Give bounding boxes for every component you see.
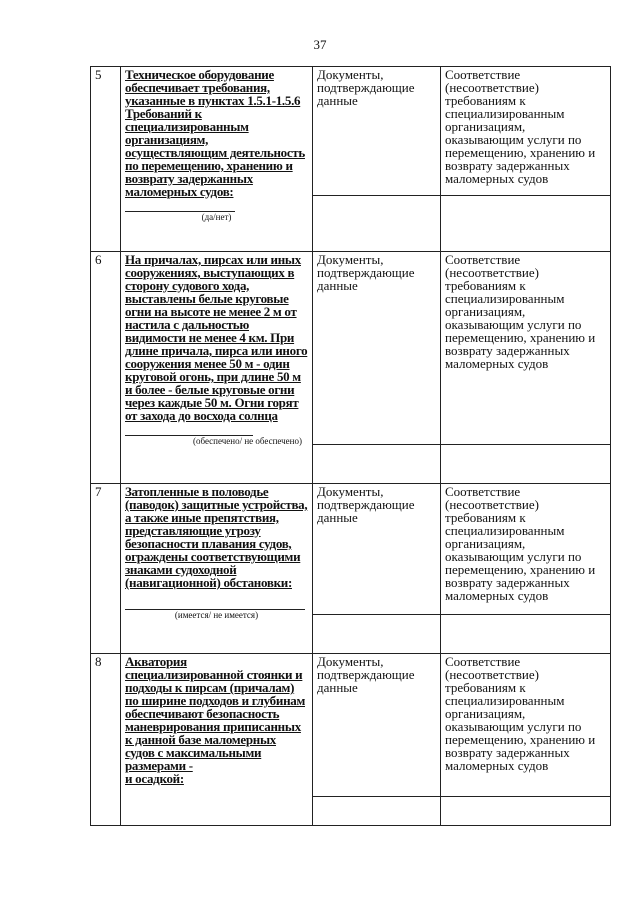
requirement-text: На причалах, пирсах или иных сооружениях, выступающих в сторону судового хода, выставлены белые круговые огни на высоте не менее 2 м от настила с дальностью видимости не менее 4 км. При длине причала, пирса или иного сооружения менее 50 м - один круговой огонь, при длине 50 м и более - белые круговые огни через каждые 50 м. Огни горят от захода до восхода солнца — [125, 252, 308, 423]
criterion-entry-cell[interactable] — [441, 445, 611, 484]
row-number: 5 — [91, 67, 121, 252]
requirement-cell — [121, 484, 313, 654]
criterion-entry-cell[interactable] — [441, 196, 611, 252]
criterion-cell: Соответствие (несоответствие) требованиям к специализированным организациям, оказывающим услуги по перемещению, хранению и возврату задержанных маломерных судов — [441, 484, 611, 615]
criterion-entry-cell[interactable] — [441, 797, 611, 826]
table-row — [91, 484, 611, 615]
answer-field[interactable] — [125, 423, 308, 436]
documents-cell: Документы, подтверждающие данные — [313, 67, 441, 196]
documents-entry-cell[interactable] — [313, 196, 441, 252]
documents-cell: Документы, подтверждающие данные — [313, 252, 441, 445]
documents-entry-cell[interactable] — [313, 797, 441, 826]
documents-entry-cell[interactable] — [313, 615, 441, 654]
requirement-text: Акватория специализированной стоянки и подходы к пирсам (причалам) по ширине подходов и глубинам обеспечивают безопасность маневрирования приписанных к данной базе маломерных судов с максимальными размерами - — [125, 654, 306, 773]
criterion-cell: Соответствие (несоответствие) требованиям к специализированным организациям, оказывающим услуги по перемещению, хранению и возврату задержанных маломерных судов — [441, 67, 611, 196]
answer-field[interactable] — [125, 597, 308, 610]
answer-caption: (обеспечено/ не обеспечено) — [192, 436, 302, 446]
documents-entry-cell[interactable] — [313, 445, 441, 484]
answer-field[interactable] — [125, 199, 308, 212]
row-number: 7 — [91, 484, 121, 654]
page-number: 37 — [313, 37, 327, 52]
criterion-cell: Соответствие (несоответствие) требованиям к специализированным организациям, оказывающим услуги по перемещению, хранению и возврату задержанных маломерных судов — [441, 252, 611, 445]
row-number: 6 — [91, 252, 121, 484]
answer-caption: (да/нет) — [201, 212, 232, 222]
requirement-text: Затопленные в половодье (паводок) защитные устройства, а также иные препятствия, представляющие угрозу безопасности плавания судов, ограждены соответствующими знаками судоходной (навигационной) обстановки: — [125, 484, 308, 590]
row-number: 8 — [91, 654, 121, 826]
requirement-cell — [121, 654, 313, 826]
requirement-text-tail: и осадкой: — [125, 771, 184, 786]
requirement-text: Техническое оборудование обеспечивает требования, указанные в пунктах 1.5.1-1.5.6 Требований к специализированным организациям, осуществляющим деятельность по перемещению, хранению и возврату задержанных маломерных судов: — [125, 67, 305, 199]
documents-cell: Документы, подтверждающие данные — [313, 654, 441, 797]
requirement-cell — [121, 252, 313, 484]
criterion-cell: Соответствие (несоответствие) требованиям к специализированным организациям, оказывающим услуги по перемещению, хранению и возврату задержанных маломерных судов — [441, 654, 611, 797]
requirements-table — [90, 66, 611, 826]
table-row — [91, 654, 611, 797]
table-row — [91, 67, 611, 196]
requirement-cell — [121, 67, 313, 252]
table-row — [91, 252, 611, 445]
criterion-entry-cell[interactable] — [441, 615, 611, 654]
documents-cell: Документы, подтверждающие данные — [313, 484, 441, 615]
answer-caption: (имеется/ не имеется) — [174, 610, 259, 620]
